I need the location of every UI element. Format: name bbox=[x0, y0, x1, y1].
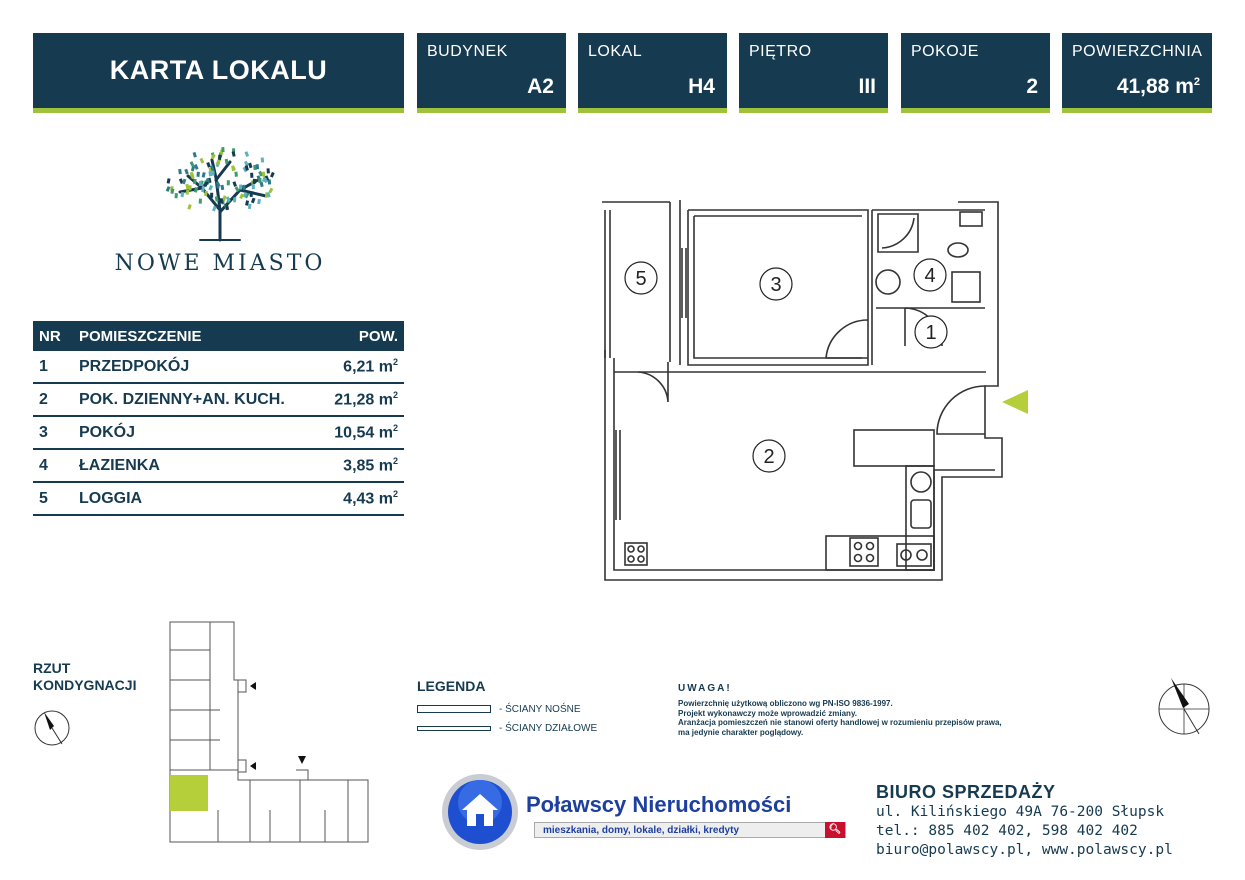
legend-swatch bbox=[417, 726, 491, 731]
room-area bbox=[319, 482, 404, 515]
tree-leaf bbox=[239, 185, 242, 190]
room-area-value: 6,21 m bbox=[343, 358, 393, 376]
sales-address: ul. Kilińskiego 49A 76-200 Słupsk bbox=[876, 804, 1165, 820]
tree-leaf bbox=[227, 180, 230, 185]
tree-leaf bbox=[184, 169, 188, 175]
tree-leaf bbox=[245, 151, 250, 157]
outer-wall bbox=[614, 358, 995, 570]
washbasin-icon bbox=[876, 270, 900, 294]
room-nr: 4 bbox=[33, 449, 73, 482]
tree-leaf bbox=[220, 198, 223, 203]
brand-name: Poławscy Nieruchomości bbox=[526, 792, 792, 817]
house-logo-icon bbox=[440, 772, 524, 852]
svg-text:1: 1 bbox=[925, 322, 937, 344]
tree-leaf bbox=[175, 193, 178, 198]
tree-leaf bbox=[253, 179, 256, 184]
table-row bbox=[33, 449, 404, 482]
rooms-value: 2 bbox=[1026, 75, 1038, 98]
legend-label: - ŚCIANY DZIAŁOWE bbox=[499, 723, 598, 734]
highlighted-unit bbox=[170, 775, 208, 811]
room-area-unit-sup: 2 bbox=[392, 356, 398, 367]
room-marker-3 bbox=[760, 268, 792, 300]
floor-box bbox=[739, 33, 888, 113]
tree-leaf bbox=[257, 199, 261, 204]
sales-phone: tel.: 885 402 402, 598 402 402 bbox=[876, 823, 1138, 839]
room-area-unit-sup: 2 bbox=[392, 422, 398, 433]
rooms-label: POKOJE bbox=[911, 43, 979, 60]
magnifier-icon: 🔍︎ bbox=[825, 822, 845, 838]
room-area-value: 21,28 m bbox=[334, 391, 393, 409]
tree-leaf bbox=[249, 192, 252, 197]
tree-leaf bbox=[262, 171, 266, 176]
svg-text:4: 4 bbox=[924, 265, 936, 287]
tree-leaf bbox=[218, 155, 221, 160]
stove-icon bbox=[850, 538, 878, 566]
toilet-icon bbox=[948, 243, 968, 257]
svg-text:5: 5 bbox=[635, 268, 647, 290]
area-box bbox=[1062, 33, 1212, 113]
room-area-value: 3,85 m bbox=[343, 457, 393, 475]
brand-tagline: mieszkania, domy, lokale, działki, kredyty bbox=[543, 825, 740, 836]
room-area bbox=[319, 416, 404, 449]
svg-text:3: 3 bbox=[770, 274, 782, 296]
tree-leaf bbox=[248, 163, 252, 169]
entrance-arrow-icon bbox=[250, 762, 256, 770]
nowe-miasto-logo bbox=[90, 140, 350, 285]
floor-value: III bbox=[858, 75, 876, 98]
tree-leaf bbox=[233, 197, 236, 202]
tree-leaf bbox=[212, 206, 217, 212]
area-number: 41,88 m bbox=[1116, 75, 1194, 98]
table-row bbox=[33, 416, 404, 449]
tree-leaf bbox=[261, 157, 265, 162]
room-marker-1 bbox=[915, 316, 947, 348]
boiler-icon bbox=[960, 212, 982, 226]
room-nr: 3 bbox=[33, 416, 73, 449]
header-title-block bbox=[33, 33, 404, 113]
room-area-unit-sup: 2 bbox=[392, 455, 398, 466]
tree-leaf bbox=[202, 172, 206, 178]
unit-box bbox=[578, 33, 727, 113]
room-nr: 1 bbox=[33, 351, 73, 383]
accent-stripe bbox=[578, 108, 727, 113]
washer-icon bbox=[897, 544, 931, 566]
room-marker-4 bbox=[914, 259, 946, 291]
floor-plan bbox=[590, 190, 1040, 590]
door-arc bbox=[638, 372, 668, 402]
floor-overview-line1: RZUT bbox=[33, 660, 71, 676]
tree-leaf bbox=[199, 181, 202, 186]
unit-value: H4 bbox=[688, 75, 715, 98]
floor-label: PIĘTRO bbox=[749, 43, 812, 60]
tree-leaf bbox=[182, 179, 187, 185]
tree-leaf bbox=[209, 171, 213, 176]
tree-logo-icon bbox=[90, 140, 350, 250]
sales-title: BIURO SPRZEDAŻY bbox=[876, 782, 1056, 802]
legend-item-load-bearing bbox=[417, 704, 581, 715]
tree-leaf bbox=[251, 198, 256, 204]
svg-text:2: 2 bbox=[763, 446, 775, 468]
room-area bbox=[319, 449, 404, 482]
tree-leaf bbox=[208, 185, 213, 191]
accent-stripe bbox=[901, 108, 1050, 113]
tree-leaf bbox=[187, 204, 191, 210]
floor-overview-line2: KONDYGNACJI bbox=[33, 677, 137, 693]
door-arc bbox=[937, 386, 985, 434]
building-value: A2 bbox=[527, 75, 554, 98]
notice-line: Powierzchnię użytkową obliczono wg PN-ISO 9836-1997. bbox=[678, 699, 893, 708]
compass-icon bbox=[30, 706, 74, 750]
compass-icon bbox=[1155, 676, 1213, 738]
washing-machine-icon bbox=[952, 272, 980, 302]
table-row bbox=[33, 482, 404, 515]
entrance-arrow-icon bbox=[298, 756, 306, 764]
room-area-value: 10,54 m bbox=[334, 424, 393, 442]
area-unit-sup: 2 bbox=[1193, 76, 1200, 88]
room-nr: 2 bbox=[33, 383, 73, 416]
notice-line: ma jedynie charakter poglądowy. bbox=[678, 727, 804, 737]
radiator-icon bbox=[625, 543, 647, 565]
rooms-table bbox=[33, 321, 404, 516]
legend-label: - ŚCIANY NOŚNE bbox=[499, 704, 581, 715]
tree-leaf bbox=[232, 151, 236, 157]
room-nr: 5 bbox=[33, 482, 73, 515]
notice-title: UWAGA! bbox=[678, 683, 732, 694]
tree-leaf bbox=[252, 184, 255, 189]
room-marker-5 bbox=[625, 262, 657, 294]
accent-stripe bbox=[33, 108, 404, 113]
interior-wall bbox=[614, 362, 986, 372]
room-area-value: 4,43 m bbox=[343, 490, 393, 508]
tree-leaf bbox=[267, 168, 270, 173]
tree-leaf bbox=[225, 159, 229, 164]
tree-leaf bbox=[199, 199, 202, 204]
tree-leaf bbox=[248, 204, 252, 209]
legend-title: LEGENDA bbox=[417, 678, 486, 694]
room-area bbox=[319, 383, 404, 416]
room-name: ŁAZIENKA bbox=[73, 449, 319, 482]
notice-text bbox=[678, 699, 1038, 737]
notice-line: Projekt wykonawczy może wprowadzić zmiany. bbox=[678, 708, 858, 718]
tree-leaf bbox=[178, 169, 182, 174]
room-name: POK. DZIENNY+AN. KUCH. bbox=[73, 383, 319, 416]
room-area bbox=[319, 351, 404, 383]
table-header-row bbox=[33, 321, 404, 351]
entrance-arrow-icon bbox=[250, 682, 256, 690]
brand-tagline-bar bbox=[534, 822, 846, 838]
sales-contact: biuro@polawscy.pl, www.polawscy.pl bbox=[876, 842, 1173, 858]
tree-leaf bbox=[221, 185, 225, 190]
sink bbox=[911, 500, 931, 528]
tree-leaf bbox=[258, 178, 261, 183]
tree-leaf bbox=[188, 185, 191, 190]
building-box bbox=[417, 33, 566, 113]
table-row bbox=[33, 351, 404, 383]
sales-office bbox=[876, 782, 1173, 860]
tree-leaf bbox=[234, 172, 238, 177]
building-label: BUDYNEK bbox=[427, 43, 508, 60]
tree-leaf bbox=[196, 172, 199, 177]
tree-leaf bbox=[167, 178, 171, 183]
notice-line: Aranżacja pomieszczeń nie stanowi oferty handlowej w rozumieniu przepisów prawa, bbox=[678, 718, 1002, 727]
entrance-arrow-icon bbox=[1002, 390, 1028, 414]
room-marker-2 bbox=[753, 440, 785, 472]
floor-overview-map bbox=[150, 620, 372, 850]
col-area-header: POW. bbox=[319, 321, 404, 351]
area-value bbox=[1117, 75, 1200, 99]
room-area-unit-sup: 2 bbox=[392, 488, 398, 499]
area-label: POWIERZCHNIA bbox=[1072, 43, 1203, 60]
tree-leaf bbox=[256, 164, 260, 169]
room-name: POKÓJ bbox=[73, 416, 319, 449]
accent-stripe bbox=[1062, 108, 1212, 113]
tree-leaf bbox=[270, 172, 275, 178]
col-name-header: POMIESZCZENIE bbox=[73, 321, 319, 351]
rooms-box bbox=[901, 33, 1050, 113]
tree-leaf bbox=[250, 173, 253, 178]
room-area-unit-sup: 2 bbox=[392, 389, 398, 400]
tree-leaf bbox=[221, 147, 224, 152]
tree-leaf bbox=[206, 162, 211, 168]
logo-text: NOWE MIASTO bbox=[114, 251, 326, 276]
floor-overview-title bbox=[33, 660, 136, 694]
brand-logo bbox=[440, 772, 850, 852]
tree-leaf bbox=[190, 161, 195, 167]
accent-stripe bbox=[739, 108, 888, 113]
room-name: PRZEDPOKÓJ bbox=[73, 351, 319, 383]
tree-leaf bbox=[210, 193, 213, 198]
kitchen-counter bbox=[854, 430, 934, 466]
legend-item-partition bbox=[417, 723, 597, 734]
page-title: KARTA LOKALU bbox=[109, 55, 328, 85]
shower-icon bbox=[878, 214, 918, 252]
door-arc bbox=[826, 320, 868, 358]
tree-leaf bbox=[166, 186, 171, 192]
tree-leaf bbox=[222, 195, 226, 201]
legend-swatch bbox=[417, 705, 491, 713]
col-nr-header: NR bbox=[33, 321, 73, 351]
tree-leaf bbox=[200, 158, 205, 164]
accent-stripe bbox=[417, 108, 566, 113]
tree-leaf bbox=[193, 152, 197, 158]
fridge-icon bbox=[911, 472, 931, 492]
unit-label: LOKAL bbox=[588, 43, 643, 60]
room-name: LOGGIA bbox=[73, 482, 319, 515]
tree-leaf bbox=[233, 181, 237, 187]
table-row bbox=[33, 383, 404, 416]
